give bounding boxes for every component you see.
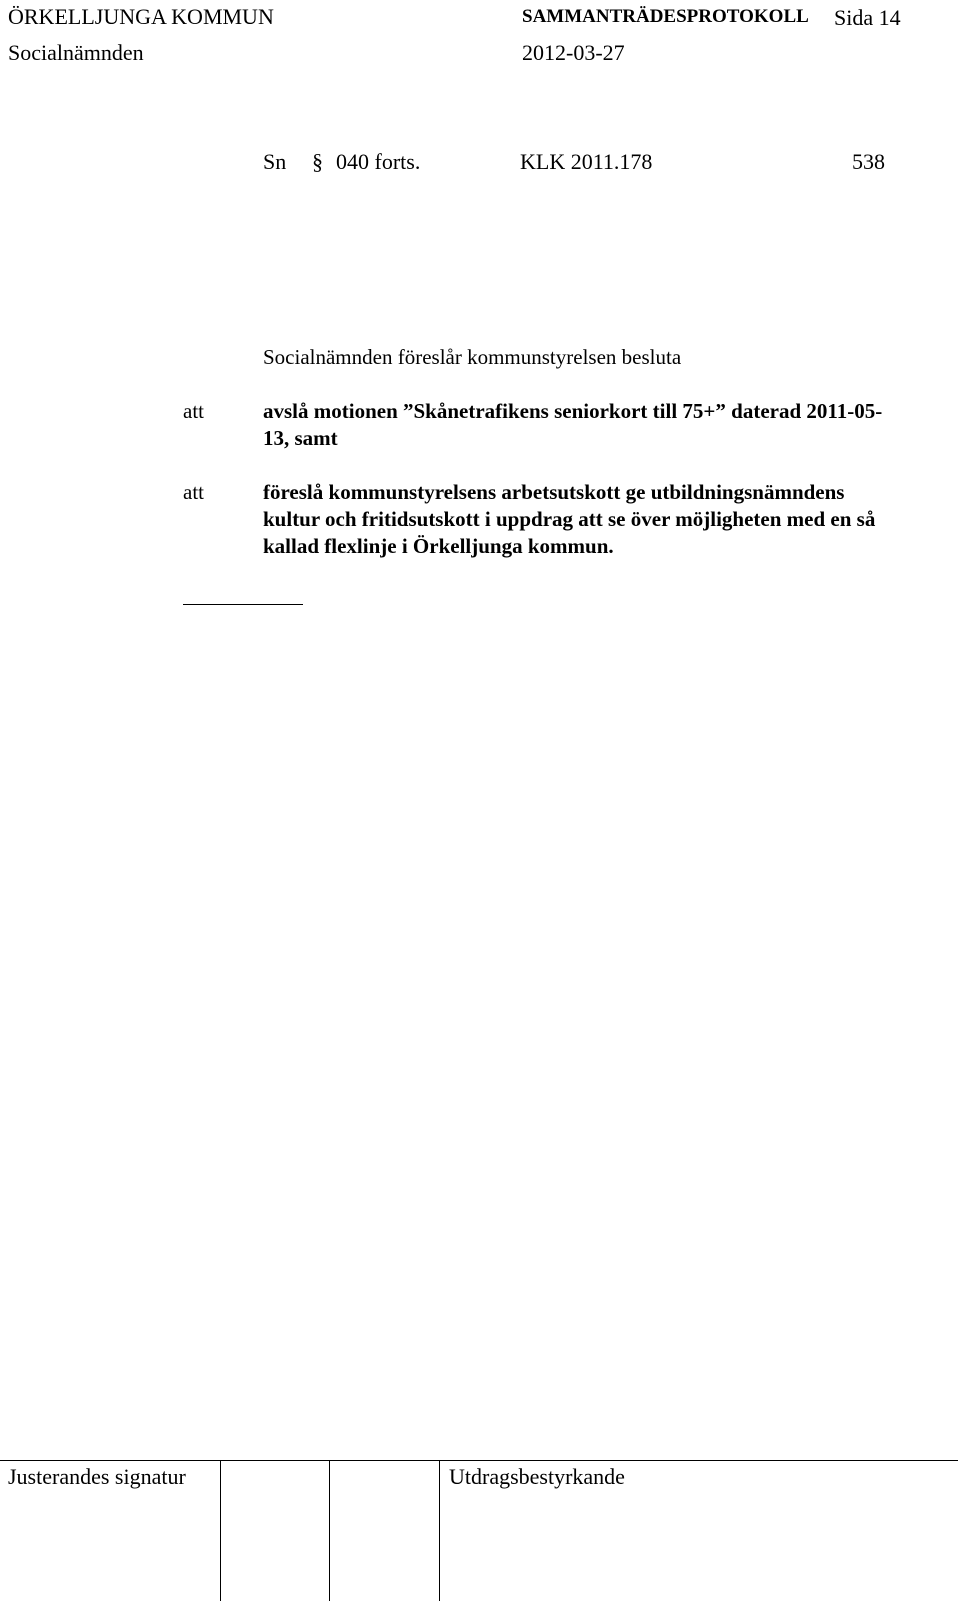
board-abbreviation: Sn [263,149,287,174]
footer-divider [439,1460,440,1601]
organization-name: ÖRKELLJUNGA KOMMUN [8,4,274,29]
section-end-rule [183,604,303,605]
section-number: 040 forts. [336,149,421,174]
decision-item-1: avslå motionen ”Skånetrafikens seniorkort till 75+” daterad 2011-05-13, samt [263,399,883,450]
page-number: Sida 14 [834,5,901,30]
footer-top-rule [0,1460,958,1461]
section-symbol: § [312,149,323,174]
document-type: SAMMANTRÄDESPROTOKOLL [522,6,809,27]
meeting-date: 2012-03-27 [522,40,625,65]
footer-divider [220,1460,221,1601]
decision-intro: Socialnämnden föreslår kommunstyrelsen besluta [263,345,682,369]
item-marker: att [183,480,204,504]
decision-item-2: föreslå kommunstyrelsens arbetsutskott ge utbildningsnämndens kultur och fritidsutskott i uppdrag att se över möjligheten med en så kallad flexlinje i Örkelljunga kommun. [263,480,876,558]
signature-label: Justerandes signatur [8,1464,186,1489]
dossier-number: 538 [852,149,885,174]
klk-number: KLK 2011.178 [520,149,653,174]
item-marker: att [183,399,204,423]
certification-label: Utdragsbestyrkande [449,1464,625,1489]
footer-divider [329,1460,330,1601]
committee-name: Socialnämnden [8,40,144,65]
